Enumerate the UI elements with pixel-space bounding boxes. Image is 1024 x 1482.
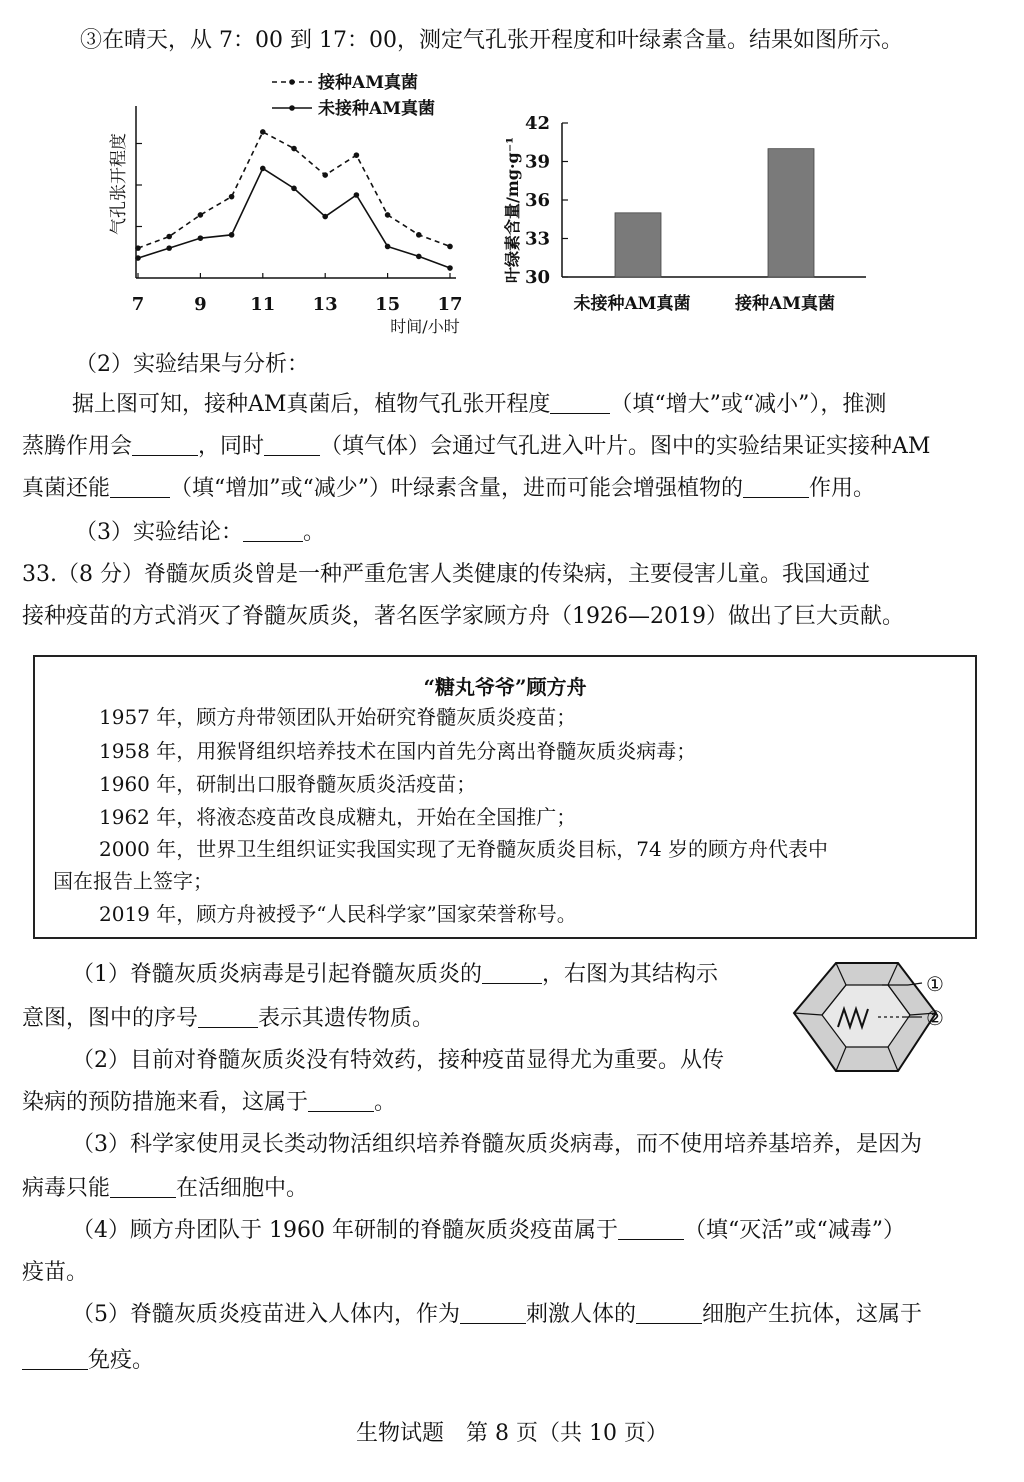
y-tick-label: 33 <box>524 228 550 250</box>
data-point <box>354 192 360 198</box>
data-point <box>260 166 266 172</box>
legend-marker <box>289 79 295 85</box>
bar <box>615 213 661 277</box>
data-point <box>135 245 141 251</box>
p1-line-1: （1）脊髓灰质炎病毒是引起脊髓灰质炎的 ，右图为其结构示 <box>72 962 719 987</box>
answer-blank[interactable] <box>243 519 303 542</box>
data-point <box>166 245 172 251</box>
p1-line-2: 意图，图中的序号 表示其遗传物质。 <box>22 1006 435 1031</box>
data-point <box>385 212 391 218</box>
data-point <box>322 172 328 178</box>
category-label: 接种AM真菌 <box>734 294 836 314</box>
answer-blank[interactable] <box>743 475 809 498</box>
data-point <box>260 129 266 135</box>
p2-line-1: （2）目前对脊髓灰质炎没有特效药，接种疫苗显得尤为重要。从传 <box>72 1048 724 1073</box>
answer-blank[interactable] <box>264 433 320 456</box>
answer-blank[interactable] <box>198 1005 258 1028</box>
bar-chart-ylabel: 叶绿素含量/mg·g⁻¹ <box>503 136 522 283</box>
p3-line-2: 病毒只能 在活细胞中。 <box>22 1176 309 1201</box>
q2-line-3: 真菌还能 （填“增加”或“减少”）叶绿素含量，进而可能会增强植物的 作用。 <box>22 476 876 501</box>
p3-line-1: （3）科学家使用灵长类动物活组织培养脊髓灰质炎病毒，而不使用培养基培养，是因为 <box>72 1132 922 1157</box>
line-chart-ylabel: 气孔张开程度 <box>109 133 129 235</box>
line-chart-legend <box>272 72 435 119</box>
box-line: 1957 年，顾方舟带领团队开始研究脊髓灰质炎疫苗； <box>99 705 577 729</box>
q33-line-1: 33.（8 分）脊髓灰质炎曾是一种严重危害人类健康的传染病，主要侵害儿童。我国通过 <box>22 562 870 587</box>
legend-label: 接种AM真菌 <box>318 73 419 93</box>
q33-line-2: 接种疫苗的方式消灭了脊髓灰质炎，著名医学家顾方舟（1926—2019）做出了巨大贡献。 <box>22 604 904 629</box>
p4-line-2: 疫苗。 <box>22 1260 89 1285</box>
bar-chart-axes <box>562 123 866 277</box>
box-line: 2000 年，世界卫生组织证实我国实现了无脊髓灰质炎目标，74 岁的顾方舟代表中 <box>99 837 829 861</box>
gu-fangzhou-info-box <box>33 655 977 939</box>
bar-chart-categories <box>573 293 835 314</box>
q3-line: （3）实验结论： 。 <box>75 520 326 545</box>
x-tick-label: 11 <box>250 294 276 315</box>
bar <box>768 149 814 277</box>
data-point <box>229 232 235 238</box>
bar-chart-bars <box>615 149 814 277</box>
data-point <box>322 214 328 220</box>
line-chart-x-ticks <box>132 273 463 315</box>
answer-blank[interactable] <box>132 433 198 456</box>
answer-blank[interactable] <box>460 1301 526 1324</box>
answer-blank[interactable] <box>550 391 610 414</box>
x-tick-label: 9 <box>194 294 207 315</box>
stomata-line-chart <box>100 70 480 340</box>
y-tick-label: 39 <box>524 151 550 173</box>
data-point <box>447 244 453 250</box>
x-tick-label: 13 <box>312 294 338 315</box>
answer-blank[interactable] <box>110 1175 176 1198</box>
data-point <box>447 265 453 271</box>
x-tick-label: 15 <box>375 294 401 315</box>
q2-line-1: 据上图可知，接种AM真菌后，植物气孔张开程度 （填“增大”或“减小”），推测 <box>72 392 887 417</box>
legend-marker <box>289 105 295 111</box>
data-point <box>291 146 297 152</box>
box-line: 1958 年，用猴肾组织培养技术在国内首先分离出脊髓灰质炎病毒； <box>99 739 697 763</box>
p2-line-2: 染病的预防措施来看，这属于 。 <box>22 1090 397 1115</box>
p4-line-1: （4）顾方舟团队于 1960 年研制的脊髓灰质炎疫苗属于 （填“灭活”或“减毒”） <box>72 1218 905 1243</box>
y-tick-label: 36 <box>524 190 550 211</box>
answer-blank[interactable] <box>618 1217 684 1240</box>
box-line: 2019 年，顾方舟被授予“人民科学家”国家荣誉称号。 <box>99 902 577 926</box>
label-2: ② <box>926 1006 944 1030</box>
data-point <box>416 232 422 238</box>
q2-title: （2）实验结果与分析： <box>75 352 309 377</box>
answer-blank[interactable] <box>110 475 170 498</box>
box-title: “糖丸爷爷”顾方舟 <box>423 675 587 699</box>
label-1: ① <box>926 972 944 996</box>
box-line: 国在报告上签字； <box>53 869 213 893</box>
data-point <box>198 212 204 218</box>
answer-blank[interactable] <box>636 1301 702 1324</box>
answer-blank[interactable] <box>308 1089 374 1112</box>
data-point <box>135 255 141 261</box>
virus-structure-diagram <box>786 955 956 1085</box>
data-point <box>354 152 360 158</box>
y-tick-label: 42 <box>524 113 550 134</box>
box-line: 1962 年，将液态疫苗改良成糖丸，开始在全国推广； <box>99 805 577 829</box>
answer-blank[interactable] <box>22 1347 88 1370</box>
data-point <box>291 186 297 192</box>
q2-line-2: 蒸腾作用会 ，同时 （填气体）会通过气孔进入叶片。图中的实验结果证实接种AM <box>22 434 931 459</box>
legend-label: 未接种AM真菌 <box>318 99 436 119</box>
page-footer: 生物试题 第 8 页（共 10 页） <box>356 1421 668 1446</box>
p5-line-2: 免疫。 <box>22 1346 154 1376</box>
data-point <box>416 254 422 260</box>
y-tick-label: 30 <box>524 267 550 288</box>
p5-line-1: （5）脊髓灰质炎疫苗进入人体内，作为 刺激人体的 细胞产生抗体，这属于 <box>72 1302 923 1327</box>
line-chart-xlabel: 时间/小时 <box>390 317 460 336</box>
intro-line: ③在晴天，从 7：00 到 17：00，测定气孔张开程度和叶绿素含量。结果如图所示。 <box>80 28 903 53</box>
data-point <box>166 234 172 240</box>
category-label: 未接种AM真菌 <box>573 294 691 314</box>
x-tick-label: 7 <box>131 294 145 315</box>
data-point <box>229 194 235 200</box>
series-line <box>138 168 450 268</box>
data-point <box>198 235 204 241</box>
line-chart-series <box>135 129 453 271</box>
data-point <box>385 244 391 250</box>
chlorophyll-bar-chart <box>490 105 890 325</box>
series-not-inoculated <box>135 166 453 271</box>
x-tick-label: 17 <box>437 294 463 315</box>
answer-blank[interactable] <box>482 961 542 984</box>
box-line: 1960 年，研制出口服脊髓灰质炎活疫苗； <box>99 772 477 796</box>
